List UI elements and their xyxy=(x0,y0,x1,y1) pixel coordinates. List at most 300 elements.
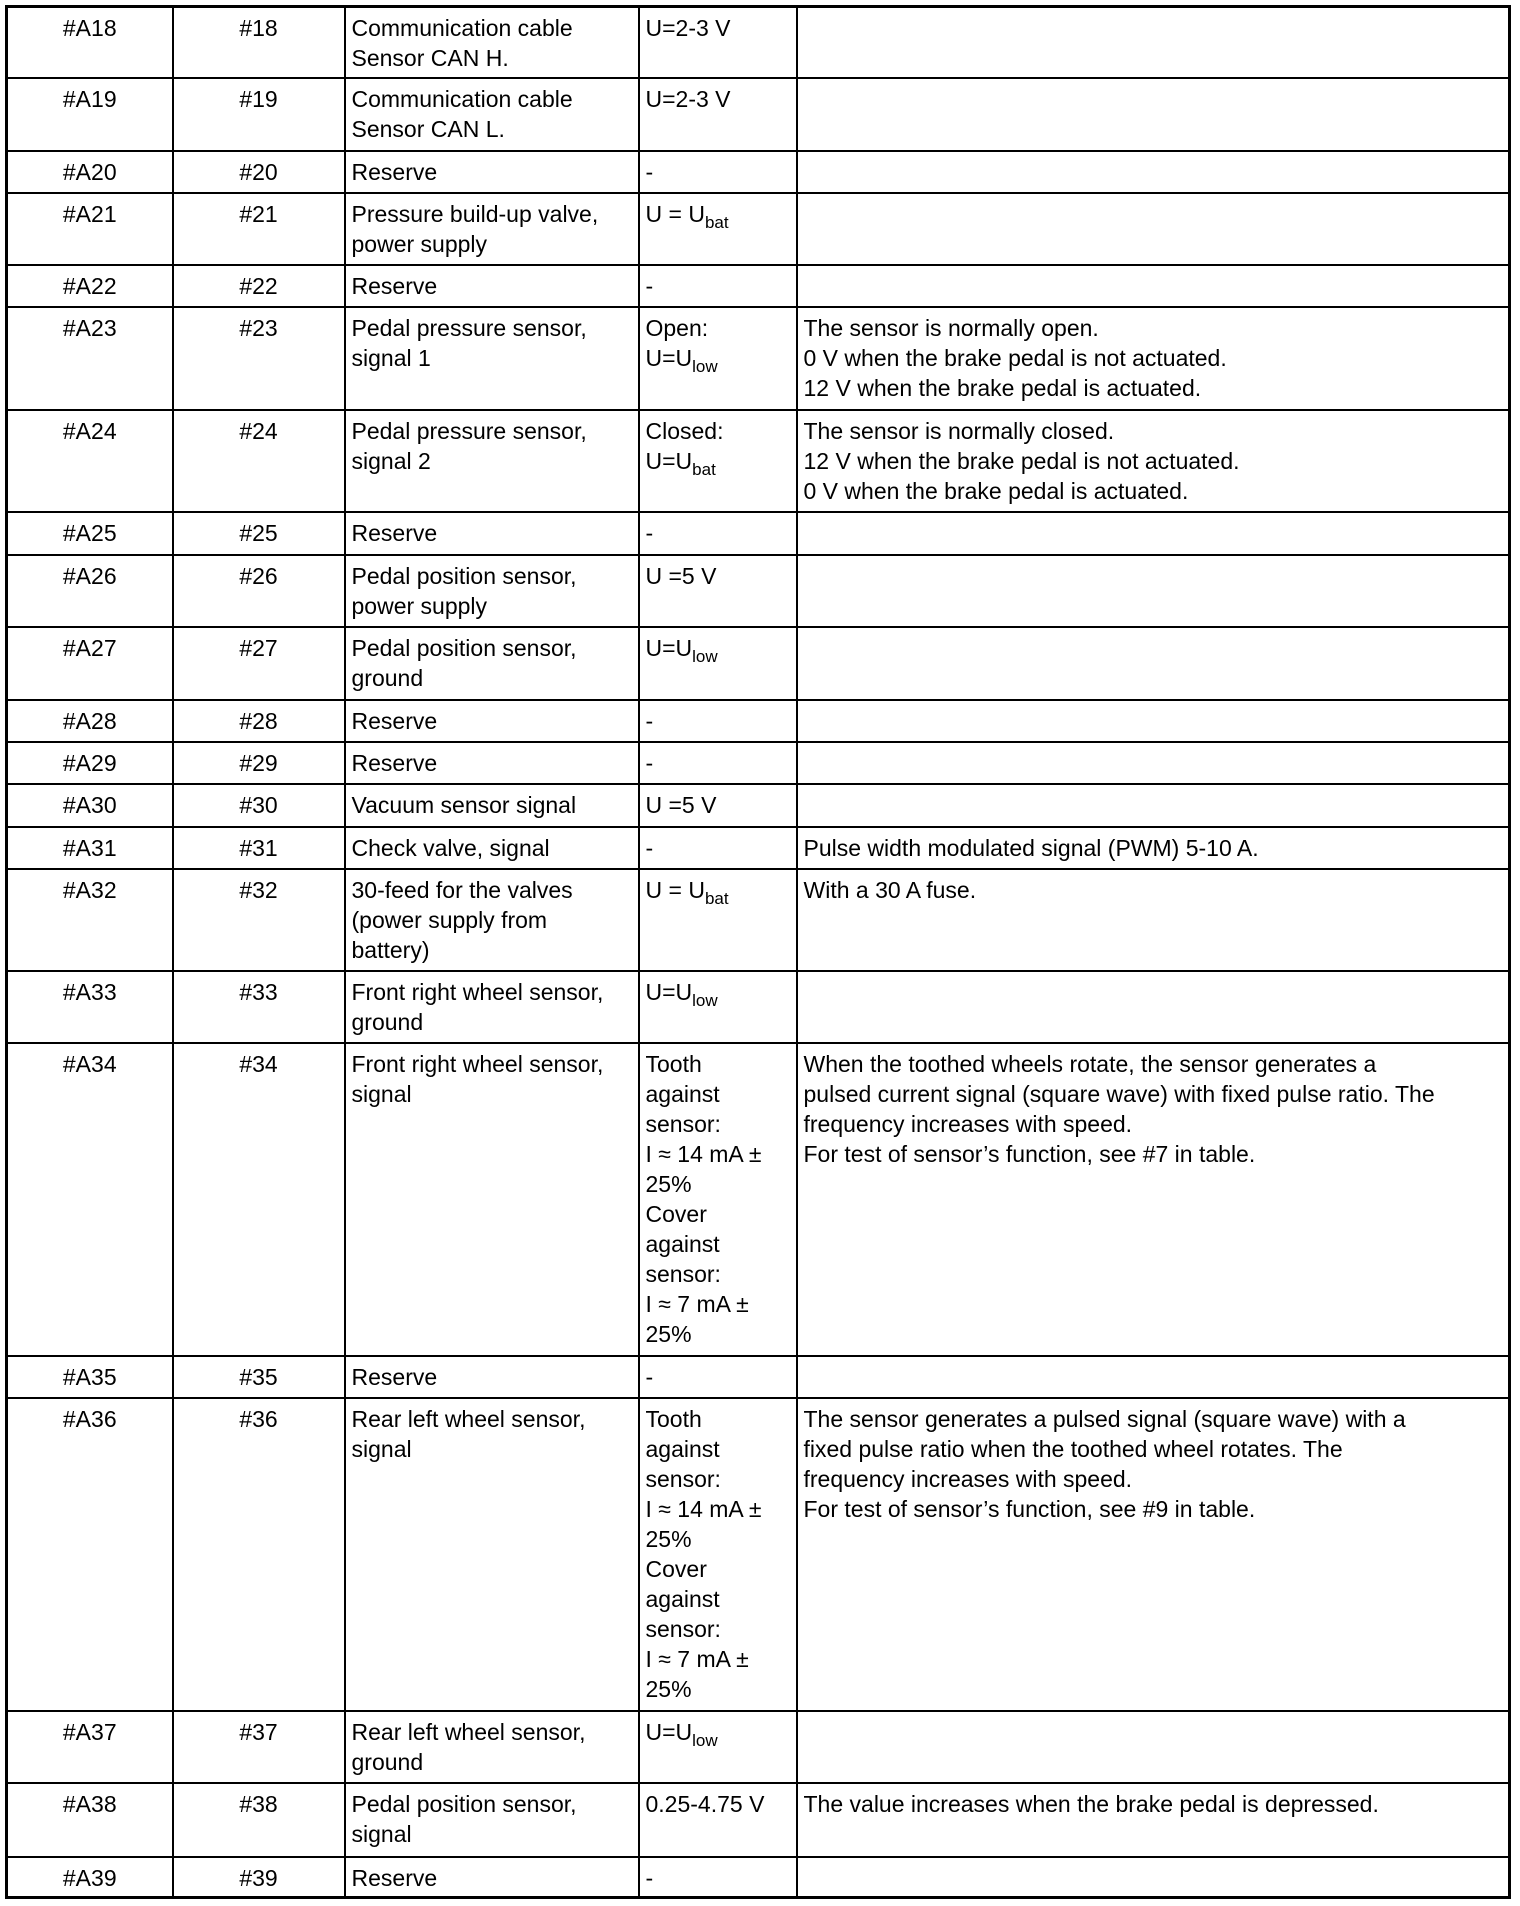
function-text: Pedal position sensor, xyxy=(351,562,577,589)
table-row xyxy=(7,1356,1510,1398)
cell-pin xyxy=(173,410,345,512)
value-line xyxy=(646,84,790,114)
pin-a-label: #A23 xyxy=(62,314,117,341)
value-text: U =5 V xyxy=(645,562,717,589)
value-text: - xyxy=(645,519,654,546)
cell-pin-a xyxy=(7,1783,173,1857)
value-line xyxy=(646,1079,790,1109)
pin-label: #35 xyxy=(239,1363,278,1390)
note-text: The sensor is normally closed. xyxy=(803,417,1115,444)
value-subscript: bat xyxy=(704,888,729,908)
value-subscript: low xyxy=(692,646,718,666)
value-line xyxy=(646,1199,790,1229)
cell-function xyxy=(345,700,639,742)
value-line xyxy=(645,633,790,666)
cell-note xyxy=(797,1711,1510,1783)
pin-a-label: #A19 xyxy=(62,85,117,112)
value-line xyxy=(646,1584,790,1614)
cell-pin-a xyxy=(7,7,173,78)
pin-label: #36 xyxy=(239,1405,278,1432)
function-text: Communication cable xyxy=(351,85,573,112)
value-line xyxy=(646,1644,790,1674)
value-line xyxy=(646,1789,790,1819)
pin-a-label: #A20 xyxy=(62,158,117,185)
function-text: power supply xyxy=(351,592,488,619)
cell-value xyxy=(639,1857,797,1898)
table-row xyxy=(7,410,1510,512)
note-text: 12 V when the brake pedal is actuated. xyxy=(803,374,1202,401)
function-text: Reserve xyxy=(351,272,438,299)
value-text: U=U xyxy=(645,1718,693,1745)
cell-pin xyxy=(173,784,345,827)
cell-note xyxy=(797,971,1510,1043)
value-text: Cover xyxy=(645,1555,707,1582)
cell-pin xyxy=(173,1043,345,1356)
value-line xyxy=(646,518,790,548)
cell-value xyxy=(639,700,797,742)
cell-function xyxy=(345,7,639,78)
cell-pin-a xyxy=(7,512,173,555)
function-text: ground xyxy=(351,1748,424,1775)
table-row xyxy=(7,742,1510,784)
pin-label: #27 xyxy=(239,634,278,661)
value-line xyxy=(646,1169,790,1199)
value-line xyxy=(646,313,790,343)
value-line xyxy=(646,157,790,187)
value-text: sensor: xyxy=(645,1615,721,1642)
table-row xyxy=(7,627,1510,700)
table-row xyxy=(7,78,1510,151)
pin-label: #20 xyxy=(239,158,278,185)
value-line xyxy=(646,1524,790,1554)
cell-pin-a xyxy=(7,307,173,410)
function-text: Pedal pressure sensor, xyxy=(351,314,587,341)
pin-a-label: #A32 xyxy=(62,876,117,903)
pin-a-label: #A37 xyxy=(62,1718,117,1745)
value-text: U=U xyxy=(645,978,693,1005)
value-text: - xyxy=(645,834,654,861)
value-text: against xyxy=(645,1080,720,1107)
value-text: Tooth xyxy=(645,1405,702,1432)
value-line xyxy=(646,1434,790,1464)
cell-pin-a xyxy=(7,410,173,512)
value-text: against xyxy=(645,1435,720,1462)
note-text: For test of sensor’s function, see #7 in table. xyxy=(803,1140,1256,1167)
table-row xyxy=(7,265,1510,307)
value-line xyxy=(646,1229,790,1259)
cell-function xyxy=(345,78,639,151)
table-row xyxy=(7,700,1510,742)
pin-a-label: #A18 xyxy=(62,15,117,41)
cell-pin xyxy=(173,1711,345,1783)
value-text: 0.25-4.75 V xyxy=(645,1790,765,1817)
function-text: Pressure build-up valve, xyxy=(351,200,599,227)
value-text: against xyxy=(645,1230,720,1257)
cell-function xyxy=(345,265,639,307)
pin-label: #38 xyxy=(239,1790,278,1817)
cell-function xyxy=(345,1783,639,1857)
value-text: Closed: xyxy=(645,417,724,444)
function-text: Reserve xyxy=(351,749,438,776)
value-line xyxy=(646,1139,790,1169)
cell-note xyxy=(797,1356,1510,1398)
cell-note xyxy=(797,1783,1510,1857)
cell-function xyxy=(345,307,639,410)
cell-note xyxy=(797,869,1510,971)
cell-note xyxy=(797,1857,1510,1898)
pin-a-label: #A34 xyxy=(62,1050,117,1077)
value-text: U=U xyxy=(645,634,693,661)
value-text: 25% xyxy=(645,1320,692,1347)
cell-function xyxy=(345,1043,639,1356)
cell-pin-a xyxy=(7,1711,173,1783)
value-text: - xyxy=(645,707,654,734)
pin-a-label: #A21 xyxy=(62,200,117,227)
cell-pin xyxy=(173,971,345,1043)
cell-value xyxy=(639,555,797,627)
value-subscript: bat xyxy=(704,212,729,232)
pin-label: #24 xyxy=(239,417,278,444)
value-line xyxy=(645,875,790,908)
cell-function xyxy=(345,742,639,784)
cell-function xyxy=(345,410,639,512)
value-text: U = U xyxy=(645,876,705,903)
cell-value xyxy=(639,1398,797,1711)
function-text: ground xyxy=(351,1008,424,1035)
cell-pin-a xyxy=(7,869,173,971)
cell-value xyxy=(639,307,797,410)
cell-pin-a xyxy=(7,700,173,742)
cell-pin xyxy=(173,869,345,971)
pin-a-label: #A28 xyxy=(62,707,117,734)
value-line xyxy=(646,833,790,863)
cell-pin xyxy=(173,78,345,151)
cell-note xyxy=(797,78,1510,151)
table-row xyxy=(7,1043,1510,1356)
cell-value xyxy=(639,827,797,869)
cell-note xyxy=(797,193,1510,265)
cell-note xyxy=(797,1043,1510,1356)
table-row xyxy=(7,555,1510,627)
note-text: pulsed current signal (square wave) with fixed pulse ratio. The xyxy=(803,1080,1435,1107)
note-text: frequency increases with speed. xyxy=(803,1465,1133,1492)
value-line xyxy=(645,343,790,376)
cell-pin xyxy=(173,742,345,784)
pin-label: #39 xyxy=(239,1864,278,1891)
value-line xyxy=(646,1614,790,1644)
cell-pin xyxy=(173,1356,345,1398)
cell-note xyxy=(797,742,1510,784)
cell-note xyxy=(797,700,1510,742)
value-text: 25% xyxy=(645,1675,692,1702)
value-line xyxy=(646,748,790,778)
cell-pin xyxy=(173,1398,345,1711)
pin-label: #28 xyxy=(239,707,278,734)
pin-a-label: #A38 xyxy=(62,1790,117,1817)
cell-function xyxy=(345,1356,639,1398)
cell-pin xyxy=(173,265,345,307)
cell-function xyxy=(345,151,639,193)
cell-value xyxy=(639,151,797,193)
cell-value xyxy=(639,193,797,265)
table-row xyxy=(7,1711,1510,1783)
cell-pin-a xyxy=(7,827,173,869)
cell-pin-a xyxy=(7,265,173,307)
value-line xyxy=(646,1362,790,1392)
function-text: Reserve xyxy=(351,519,438,546)
cell-function xyxy=(345,784,639,827)
value-text: - xyxy=(645,1363,654,1390)
function-text: 30-feed for the valves xyxy=(351,876,573,903)
value-subscript: low xyxy=(692,1730,718,1750)
table-row xyxy=(7,869,1510,971)
cell-pin-a xyxy=(7,193,173,265)
note-text: 0 V when the brake pedal is not actuated. xyxy=(803,344,1227,371)
function-text: Reserve xyxy=(351,707,438,734)
cell-pin-a xyxy=(7,1043,173,1356)
cell-note xyxy=(797,512,1510,555)
cell-function xyxy=(345,971,639,1043)
value-text: 25% xyxy=(645,1525,692,1552)
cell-value xyxy=(639,971,797,1043)
pin-a-label: #A22 xyxy=(62,272,117,299)
cell-pin-a xyxy=(7,555,173,627)
cell-note xyxy=(797,151,1510,193)
cell-value xyxy=(639,742,797,784)
cell-pin xyxy=(173,7,345,78)
value-line xyxy=(646,1554,790,1584)
value-text: I ≈ 14 mA ± xyxy=(645,1140,762,1167)
cell-note xyxy=(797,410,1510,512)
cell-pin xyxy=(173,555,345,627)
value-text: sensor: xyxy=(645,1260,721,1287)
value-line xyxy=(646,1464,790,1494)
value-text: U=U xyxy=(645,344,693,371)
pin-label: #30 xyxy=(239,791,278,818)
cell-pin xyxy=(173,627,345,700)
pin-a-label: #A33 xyxy=(62,978,117,1005)
function-text: signal xyxy=(351,1820,412,1847)
cell-note xyxy=(797,627,1510,700)
pin-label: #37 xyxy=(239,1718,278,1745)
cell-note xyxy=(797,555,1510,627)
pin-label: #34 xyxy=(239,1050,278,1077)
cell-pin-a xyxy=(7,78,173,151)
value-text: - xyxy=(645,749,654,776)
cell-function xyxy=(345,1857,639,1898)
cell-pin xyxy=(173,827,345,869)
value-text: against xyxy=(645,1585,720,1612)
cell-note xyxy=(797,1398,1510,1711)
pin-a-label: #A35 xyxy=(62,1363,117,1390)
note-text: The value increases when the brake pedal is depressed. xyxy=(803,1790,1379,1817)
value-text: U=2-3 V xyxy=(645,85,731,112)
function-text: Check valve, signal xyxy=(351,834,550,861)
value-subscript: low xyxy=(692,356,718,376)
pin-label: #25 xyxy=(239,519,278,546)
function-text: power supply xyxy=(351,230,488,257)
note-text: 0 V when the brake pedal is actuated. xyxy=(803,477,1189,504)
cell-value xyxy=(639,512,797,555)
pin-a-label: #A31 xyxy=(62,834,117,861)
cell-pin-a xyxy=(7,627,173,700)
pin-a-label: #A25 xyxy=(62,519,117,546)
table-row xyxy=(7,827,1510,869)
cell-pin xyxy=(173,193,345,265)
note-text: For test of sensor’s function, see #9 in table. xyxy=(803,1495,1256,1522)
value-text: Tooth xyxy=(645,1050,702,1077)
pin-label: #23 xyxy=(239,314,278,341)
function-text: battery) xyxy=(351,936,430,963)
pin-a-label: #A39 xyxy=(62,1864,117,1891)
function-text: Reserve xyxy=(351,1363,438,1390)
value-line xyxy=(646,1049,790,1079)
value-line xyxy=(646,1404,790,1434)
note-text: 12 V when the brake pedal is not actuated. xyxy=(803,447,1240,474)
pin-a-label: #A27 xyxy=(62,634,117,661)
table-row xyxy=(7,307,1510,410)
cell-function xyxy=(345,1398,639,1711)
value-line xyxy=(645,446,790,479)
pin-label: #32 xyxy=(239,876,278,903)
pin-a-label: #A29 xyxy=(62,749,117,776)
value-line xyxy=(646,416,790,446)
value-text: U=2-3 V xyxy=(645,15,731,41)
cell-pin xyxy=(173,700,345,742)
value-text: U = U xyxy=(645,200,705,227)
cell-pin-a xyxy=(7,1857,173,1898)
cell-pin xyxy=(173,512,345,555)
cell-pin-a xyxy=(7,742,173,784)
cell-value xyxy=(639,7,797,78)
function-text: Reserve xyxy=(351,1864,438,1891)
cell-pin-a xyxy=(7,1398,173,1711)
table-row xyxy=(7,512,1510,555)
note-text: When the toothed wheels rotate, the sensor generates a xyxy=(803,1050,1377,1077)
value-text: - xyxy=(645,272,654,299)
note-text: fixed pulse ratio when the toothed wheel rotates. The xyxy=(803,1435,1343,1462)
function-text: signal xyxy=(351,1080,412,1107)
value-line xyxy=(646,706,790,736)
value-subscript: low xyxy=(692,990,718,1010)
cell-value xyxy=(639,1711,797,1783)
cell-note xyxy=(797,265,1510,307)
value-text: Open: xyxy=(645,314,709,341)
value-line xyxy=(646,1259,790,1289)
note-text: frequency increases with speed. xyxy=(803,1110,1133,1137)
value-text: Cover xyxy=(645,1200,707,1227)
pin-label: #31 xyxy=(239,834,278,861)
pin-label: #33 xyxy=(239,978,278,1005)
table-row xyxy=(7,971,1510,1043)
value-line xyxy=(646,13,790,43)
function-text: Pedal pressure sensor, xyxy=(351,417,587,444)
cell-pin xyxy=(173,1783,345,1857)
value-line xyxy=(646,1109,790,1139)
pin-table-body xyxy=(7,7,1510,1898)
cell-function xyxy=(345,555,639,627)
function-text: Front right wheel sensor, xyxy=(351,1050,604,1077)
pin-a-label: #A26 xyxy=(62,562,117,589)
value-text: I ≈ 14 mA ± xyxy=(645,1495,762,1522)
value-line xyxy=(646,790,790,820)
function-text: Vacuum sensor signal xyxy=(351,791,577,818)
cell-pin-a xyxy=(7,151,173,193)
cell-function xyxy=(345,827,639,869)
cell-value xyxy=(639,1043,797,1356)
cell-function xyxy=(345,193,639,265)
pin-a-label: #A36 xyxy=(62,1405,117,1432)
value-line xyxy=(645,1717,790,1750)
value-subscript: bat xyxy=(692,459,716,479)
table-row xyxy=(7,784,1510,827)
cell-value xyxy=(639,627,797,700)
value-text: U =5 V xyxy=(645,791,717,818)
cell-note xyxy=(797,827,1510,869)
cell-value xyxy=(639,1783,797,1857)
function-text: signal xyxy=(351,1435,412,1462)
cell-value xyxy=(639,265,797,307)
value-line xyxy=(646,1289,790,1319)
cell-pin-a xyxy=(7,971,173,1043)
table-row xyxy=(7,1783,1510,1857)
value-line xyxy=(646,271,790,301)
function-text: Communication cable xyxy=(351,15,573,41)
function-text: signal 2 xyxy=(351,447,431,474)
note-text: With a 30 A fuse. xyxy=(803,876,977,903)
function-text: Rear left wheel sensor, xyxy=(351,1718,586,1745)
note-text: Pulse width modulated signal (PWM) 5-10 A. xyxy=(803,834,1259,861)
cell-function xyxy=(345,627,639,700)
value-text: 25% xyxy=(645,1170,692,1197)
pin-label: #26 xyxy=(239,562,278,589)
table-row xyxy=(7,151,1510,193)
function-text: Reserve xyxy=(351,158,438,185)
pin-label: #21 xyxy=(239,200,278,227)
function-text: (power supply from xyxy=(351,906,548,933)
table-row xyxy=(7,1398,1510,1711)
function-text: ground xyxy=(351,664,424,691)
cell-pin xyxy=(173,307,345,410)
note-text: The sensor is normally open. xyxy=(803,314,1099,341)
cell-note xyxy=(797,784,1510,827)
pin-label: #19 xyxy=(239,85,278,112)
cell-pin xyxy=(173,1857,345,1898)
value-line xyxy=(646,561,790,591)
function-text: signal 1 xyxy=(351,344,431,371)
cell-value xyxy=(639,410,797,512)
value-line xyxy=(645,977,790,1010)
function-text: Pedal position sensor, xyxy=(351,1790,577,1817)
function-text: Sensor CAN H. xyxy=(351,45,509,71)
pin-label: #18 xyxy=(239,15,278,41)
value-text: I ≈ 7 mA ± xyxy=(645,1645,749,1672)
cell-value xyxy=(639,784,797,827)
value-text: sensor: xyxy=(645,1110,721,1137)
function-text: Pedal position sensor, xyxy=(351,634,577,661)
cell-pin-a xyxy=(7,784,173,827)
table-row xyxy=(7,1857,1510,1898)
pin-label: #22 xyxy=(239,272,278,299)
value-text: - xyxy=(645,1864,654,1891)
value-text: U=U xyxy=(645,447,693,474)
pin-label: #29 xyxy=(239,749,278,776)
value-line xyxy=(646,1494,790,1524)
cell-function xyxy=(345,869,639,971)
table-row xyxy=(7,193,1510,265)
pin-a-label: #A30 xyxy=(62,791,117,818)
cell-note xyxy=(797,7,1510,78)
